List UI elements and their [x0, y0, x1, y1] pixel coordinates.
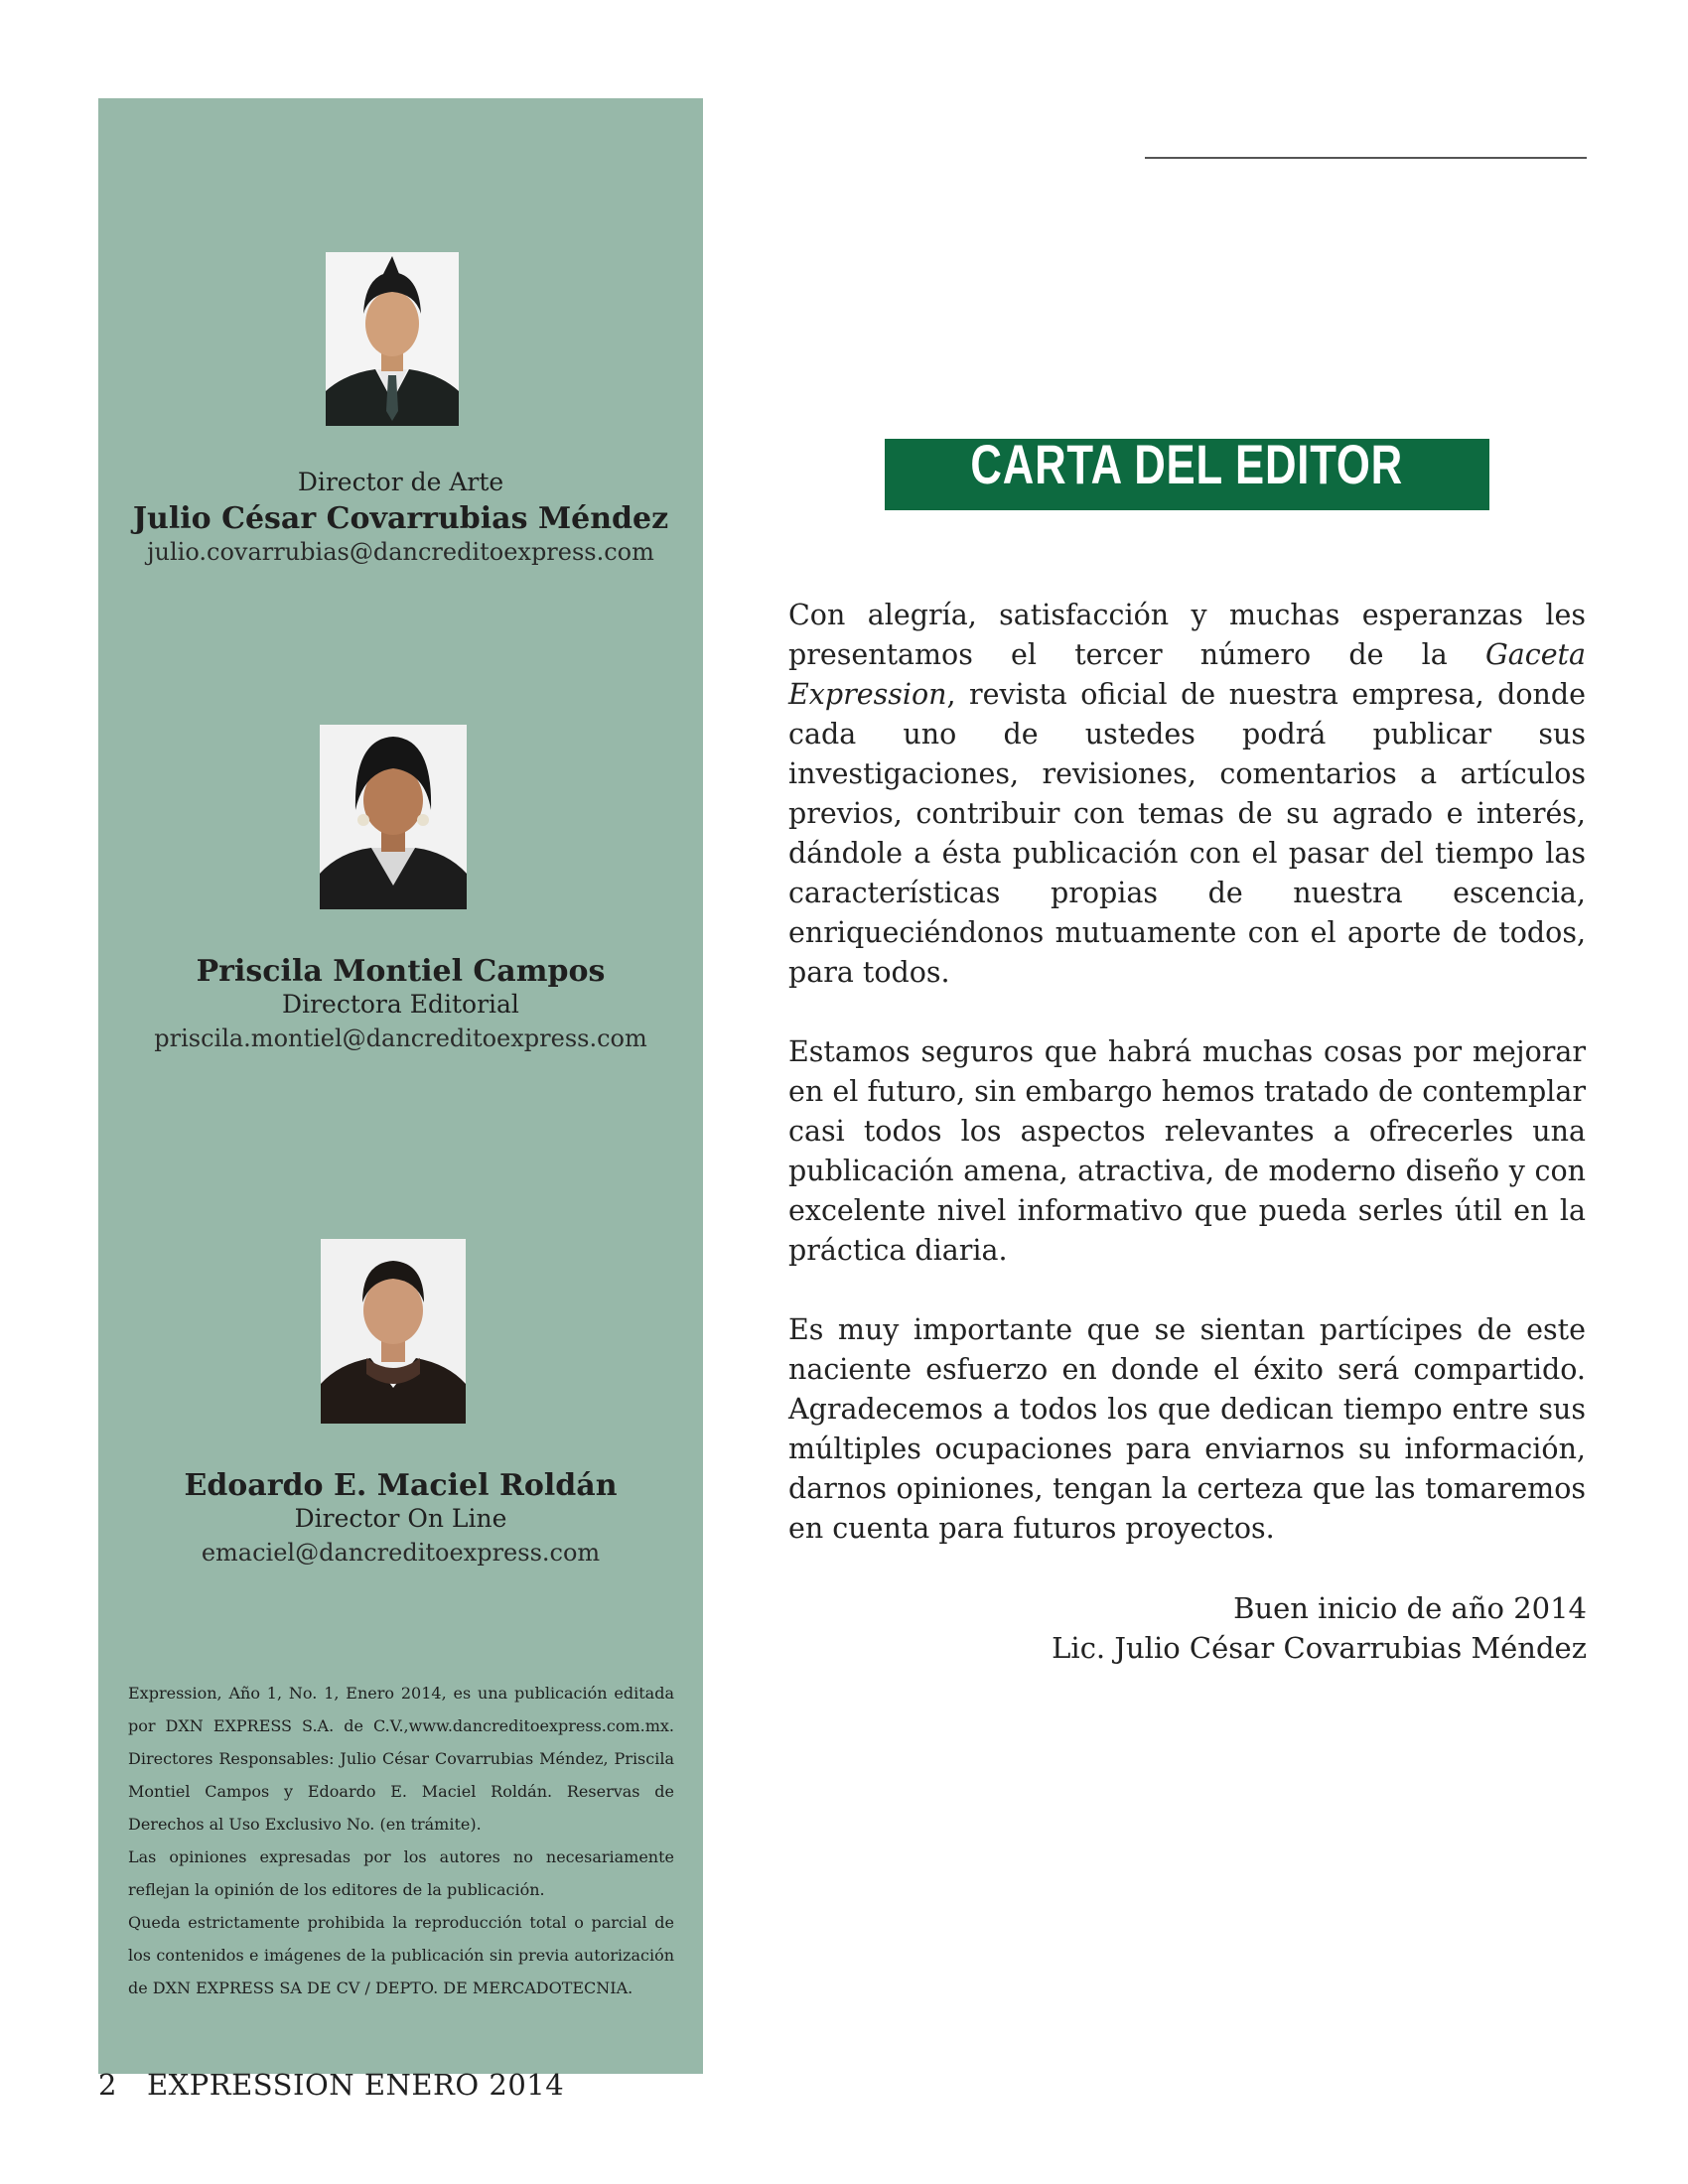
article-paragraph: Estamos seguros que habrá muchas cosas por mejorar en el futuro, sin embargo hemos tratado de contemplar casi todos los aspectos relevantes a ofrecerles una publicación amena, atractiva, de moderno diseño y con excelente nivel informativo que pueda serles útil en la práctica diaria.: [788, 1035, 1586, 1267]
staff-photo-priscila: [320, 725, 467, 909]
legal-paragraph: Las opiniones expresadas por los autores no necesariamente reflejan la opinión de los editores de la publicación.: [128, 1847, 674, 1899]
staff-name: Priscila Montiel Campos: [196, 954, 606, 989]
staff-name: Edoardo E. Maciel Roldán: [184, 1468, 618, 1503]
publication-name: Gaceta Expression: [788, 638, 1586, 711]
closing-signature: Lic. Julio César Covarrubias Méndez: [1052, 1631, 1587, 1665]
publication-issue: EXPRESSION ENERO 2014: [146, 2068, 565, 2102]
page-footer: [98, 2068, 564, 2102]
article-paragraph: [788, 596, 1586, 993]
page-number: 2: [98, 2068, 117, 2102]
legal-notice: [128, 1677, 674, 2004]
paragraph-text: Con alegría, satisfacción y muchas esperanzas les presentamos el tercer número de la: [788, 599, 1586, 671]
closing-greeting: Buen inicio de año 2014: [1233, 1591, 1587, 1625]
staff-email[interactable]: priscila.montiel@dancreditoexpress.com: [154, 1024, 647, 1052]
paragraph-text: , revista oficial de nuestra empresa, donde cada uno de ustedes podrá publicar sus investigaciones, revisiones, comentarios a artículos previos, contribuir con temas de su agrado e interés, dándole a ésta publicación con el pasar del tiempo las características propias de nuestra escencia, enriqueciéndonos mutuamente con el aporte de todos, para todos.: [788, 678, 1586, 989]
staff-email[interactable]: emaciel@dancreditoexpress.com: [201, 1539, 601, 1567]
staff-sidebar: [98, 98, 703, 2074]
staff-email[interactable]: julio.covarrubias@dancreditoexpress.com: [147, 538, 654, 566]
article-body: [788, 596, 1586, 1588]
staff-name: Julio César Covarrubias Méndez: [132, 501, 669, 536]
header-rule: [1145, 157, 1587, 159]
staff-photo-edoardo: [321, 1239, 466, 1424]
staff-role: Director On Line: [294, 1504, 507, 1533]
article-paragraph: Es muy importante que se sientan partícipes de este naciente esfuerzo en donde el éxito será compartido. Agradecemos a todos los que dedican tiempo entre sus múltiples ocupaciones para enviarnos su información, darnos opiniones, tengan la certeza que las tomaremos en cuenta para futuros proyectos.: [788, 1313, 1586, 1545]
article-title: CARTA DEL EDITOR: [970, 433, 1404, 495]
staff-role: Director de Arte: [297, 468, 504, 496]
legal-paragraph: Expression, Año 1, No. 1, Enero 2014, es una publicación editada por DXN EXPRESS S.A. de C.V.,www.dancreditoexpress.com.mx. Directores Responsables: Julio César Covarrubias Méndez, Priscila Montiel Campos y Edoardo E. Maciel Roldán. Reservas de Derechos al Uso Exclusivo No. (en trámite).: [128, 1684, 674, 1834]
staff-role: Directora Editorial: [282, 990, 519, 1019]
article-signoff: [1052, 1588, 1587, 1668]
staff-photo-julio: [326, 252, 459, 426]
legal-paragraph: Queda estrictamente prohibida la reproducción total o parcial de los contenidos e imágenes de la publicación sin previa autorización de DXN EXPRESS SA DE CV / DEPTO. DE MERCADOTECNIA.: [128, 1913, 674, 1997]
article-title-banner: [885, 433, 1489, 510]
